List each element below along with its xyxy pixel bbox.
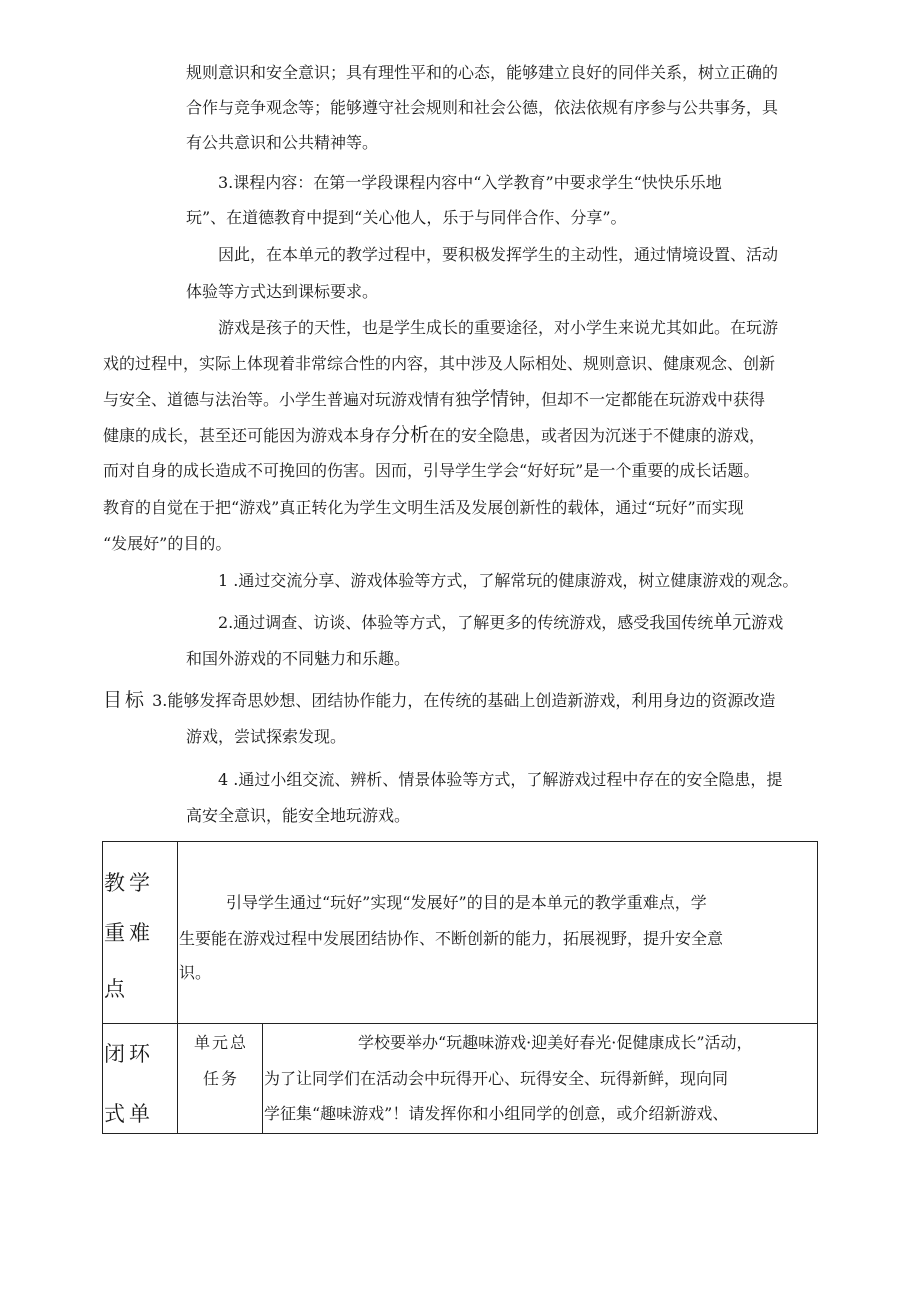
- sub-label: 任务: [203, 1069, 240, 1088]
- cell-text: 为了让同学们在活动会中玩得开心、玩得安全、玩得新鲜，现向同: [264, 1069, 729, 1088]
- paragraph-text: 体验等方式达到课标要求。: [186, 282, 379, 301]
- goal-item: 2.通过调查、访谈、体验等方式，了解更多的传统游戏，感受我国传统单元游戏: [218, 611, 784, 633]
- row-label: 点: [104, 977, 129, 1001]
- goal-item: 高安全意识，能安全地玩游戏。: [186, 806, 411, 825]
- cell-text: 生要能在游戏过程中发展团结协作、不断创新的能力，拓展视野，提升安全意: [179, 929, 724, 948]
- inline-stamp: 学情: [471, 388, 510, 410]
- table-border: [177, 841, 178, 1134]
- inline-stamp: 单元: [713, 611, 752, 633]
- table-border: [262, 1023, 263, 1134]
- row-label: 教学: [104, 871, 154, 895]
- table-border: [817, 841, 818, 1134]
- paragraph-text: 规则意识和安全意识；具有理性平和的心态，能够建立良好的同伴关系，树立正确的: [186, 63, 779, 82]
- table-border: [102, 1133, 818, 1134]
- paragraph-text: “发展好”的目的。: [103, 534, 232, 553]
- table-border: [102, 841, 103, 1134]
- paragraph-text: 而对自身的成长造成不可挽回的伤害。因而，引导学生学会“好好玩”是一个重要的成长话题。: [103, 461, 760, 480]
- paragraph-text: 有公共意识和公共精神等。: [186, 133, 379, 152]
- row-label: 闭环: [104, 1042, 154, 1066]
- paragraph-text: 玩”、在道德教育中提到“关心他人，乐于与同伴合作、分享”。: [186, 208, 627, 227]
- cell-text: 学征集“趣味游戏”！请发挥你和小组同学的创意，或介绍新游戏、: [264, 1104, 729, 1123]
- paragraph-text: 与安全、道德与法治等。小学生普遍对玩游戏情有独学情钟，但却不一定都能在玩游戏中获得: [103, 388, 766, 410]
- table-border: [102, 1023, 818, 1024]
- paragraph-text: 健康的成长，甚至还可能因为游戏本身存分析在的安全隐患，或者因为沉迷于不健康的游戏，: [103, 424, 766, 446]
- cell-text: 识。: [179, 963, 212, 982]
- paragraph-text: 游戏是孩子的天性，也是学生成长的重要途径，对小学生来说尤其如此。在玩游: [218, 318, 779, 337]
- row-label: 式单: [104, 1102, 154, 1126]
- inline-stamp: 分析: [391, 424, 430, 446]
- goals-label: 目标: [103, 689, 148, 711]
- paragraph-text: 合作与竞争观念等；能够遵守社会规则和社会公德，依法依规有序参与公共事务，具: [186, 98, 779, 117]
- goal-item: 游戏，尝试探索发现。: [186, 727, 347, 746]
- table-border: [102, 841, 818, 842]
- row-label: 重难: [104, 921, 154, 945]
- paragraph-text: 因此，在本单元的教学过程中，要积极发挥学生的主动性，通过情境设置、活动: [218, 245, 779, 264]
- cell-text: 引导学生通过“玩好”实现“发展好”的目的是本单元的教学重难点，学: [226, 893, 707, 912]
- goal-item: 和国外游戏的不同魅力和乐趣。: [186, 649, 411, 668]
- cell-text: 学校要举办“玩趣味游戏·迎美好春光·促健康成长”活动，: [358, 1033, 753, 1052]
- paragraph-text: 教育的自觉在于把“游戏”真正转化为学生文明生活及发展创新性的载体，通过“玩好”而实现: [103, 498, 744, 517]
- goal-item: 4 .通过小组交流、辨析、情景体验等方式，了解游戏过程中存在的安全隐患，提: [218, 770, 783, 789]
- goal-item: 1 .通过交流分享、游戏体验等方式，了解常玩的健康游戏，树立健康游戏的观念。: [218, 571, 799, 590]
- sub-label: 单元总: [194, 1033, 249, 1052]
- paragraph-text: 戏的过程中，实际上体现着非常综合性的内容，其中涉及人际相处、规则意识、健康观念、创新: [103, 354, 776, 373]
- paragraph-text: 3.课程内容：在第一学段课程内容中“入学教育”中要求学生“快快乐乐地: [218, 173, 722, 192]
- goal-item: 目标 3.能够发挥奇思妙想、团结协作能力，在传统的基础上创造新游戏，利用身边的资源改造: [103, 689, 776, 711]
